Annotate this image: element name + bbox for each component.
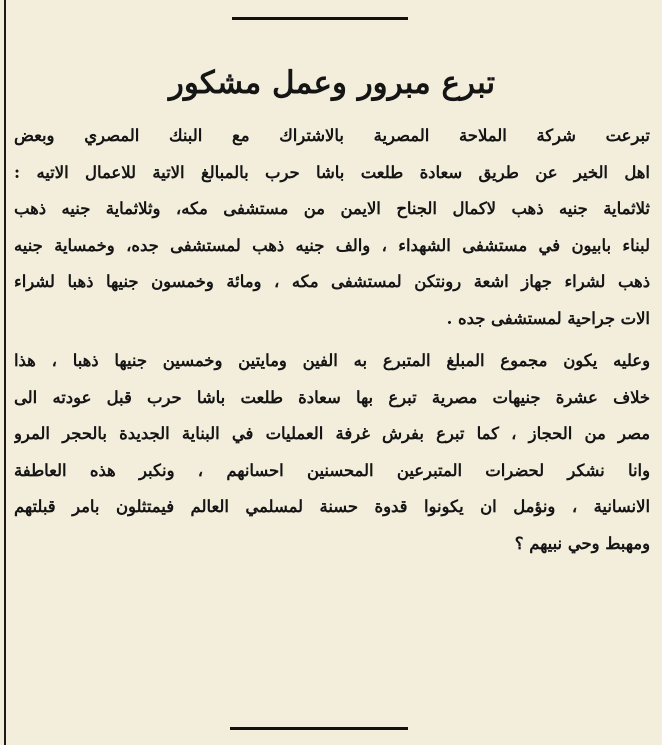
paragraph-line: الانسانية ، ونؤمل ان يكونوا قدوة حسنة لمسلمي العالم فيمتثلون بامر قبلتهم <box>14 497 650 516</box>
page-edge-border <box>4 0 6 745</box>
paragraph-line: خلاف عشرة جنيهات مصرية تبرع بها سعادة طلعت باشا حرب قبل عودته الى <box>14 387 650 407</box>
paragraph-line: لبناء بابيون في مستشفى الشهداء ، والف جنيه ذهب لمستشفى جده، وخمساية جنيه <box>14 235 650 255</box>
bottom-separator-rule <box>230 727 408 730</box>
paragraph-line: ومهبط وحي نبيهم ؟ <box>514 533 650 553</box>
paragraph-line: الات جراحية لمستشفى جده . <box>446 308 650 328</box>
article-paragraph-2 <box>14 343 650 562</box>
paragraph-line: وانا نشكر لحضرات المتبرعين المحسنين احسانهم ، ونكبر هذه العاطفة <box>14 460 650 480</box>
news-article <box>14 58 650 562</box>
paragraph-line: مصر من الحجاز ، كما تبرع بفرش غرفة العمليات في البناية الجديدة بالحجر المرو <box>14 424 650 443</box>
top-separator-rule <box>232 17 408 20</box>
paragraph-line: تبرعت شركة الملاحة المصرية بالاشتراك مع البنك المصري وبعض <box>14 126 650 145</box>
paragraph-line: ثلاثماية جنيه ذهب لاكمال الجناح الايمن من مستشفى مكه، وثلاثماية جنيه ذهب <box>14 199 650 218</box>
article-headline: تبرع مبرور وعمل مشكور <box>168 65 496 101</box>
article-paragraph-1 <box>14 118 650 337</box>
paragraph-line: ذهب لشراء جهاز اشعة رونتكن لمستشفى مكه ، ومائة وخمسون جنيها ذهبا لشراء <box>14 272 650 291</box>
paragraph-line: اهل الخير عن طريق سعادة طلعت باشا حرب بالمبالغ الاتية للاعمال الاتيه : <box>14 162 650 182</box>
paragraph-line: وعليه يكون مجموع المبلغ المتبرع به الفين ومايتين وخمسين جنيها ذهبا ، هذا <box>14 351 650 370</box>
